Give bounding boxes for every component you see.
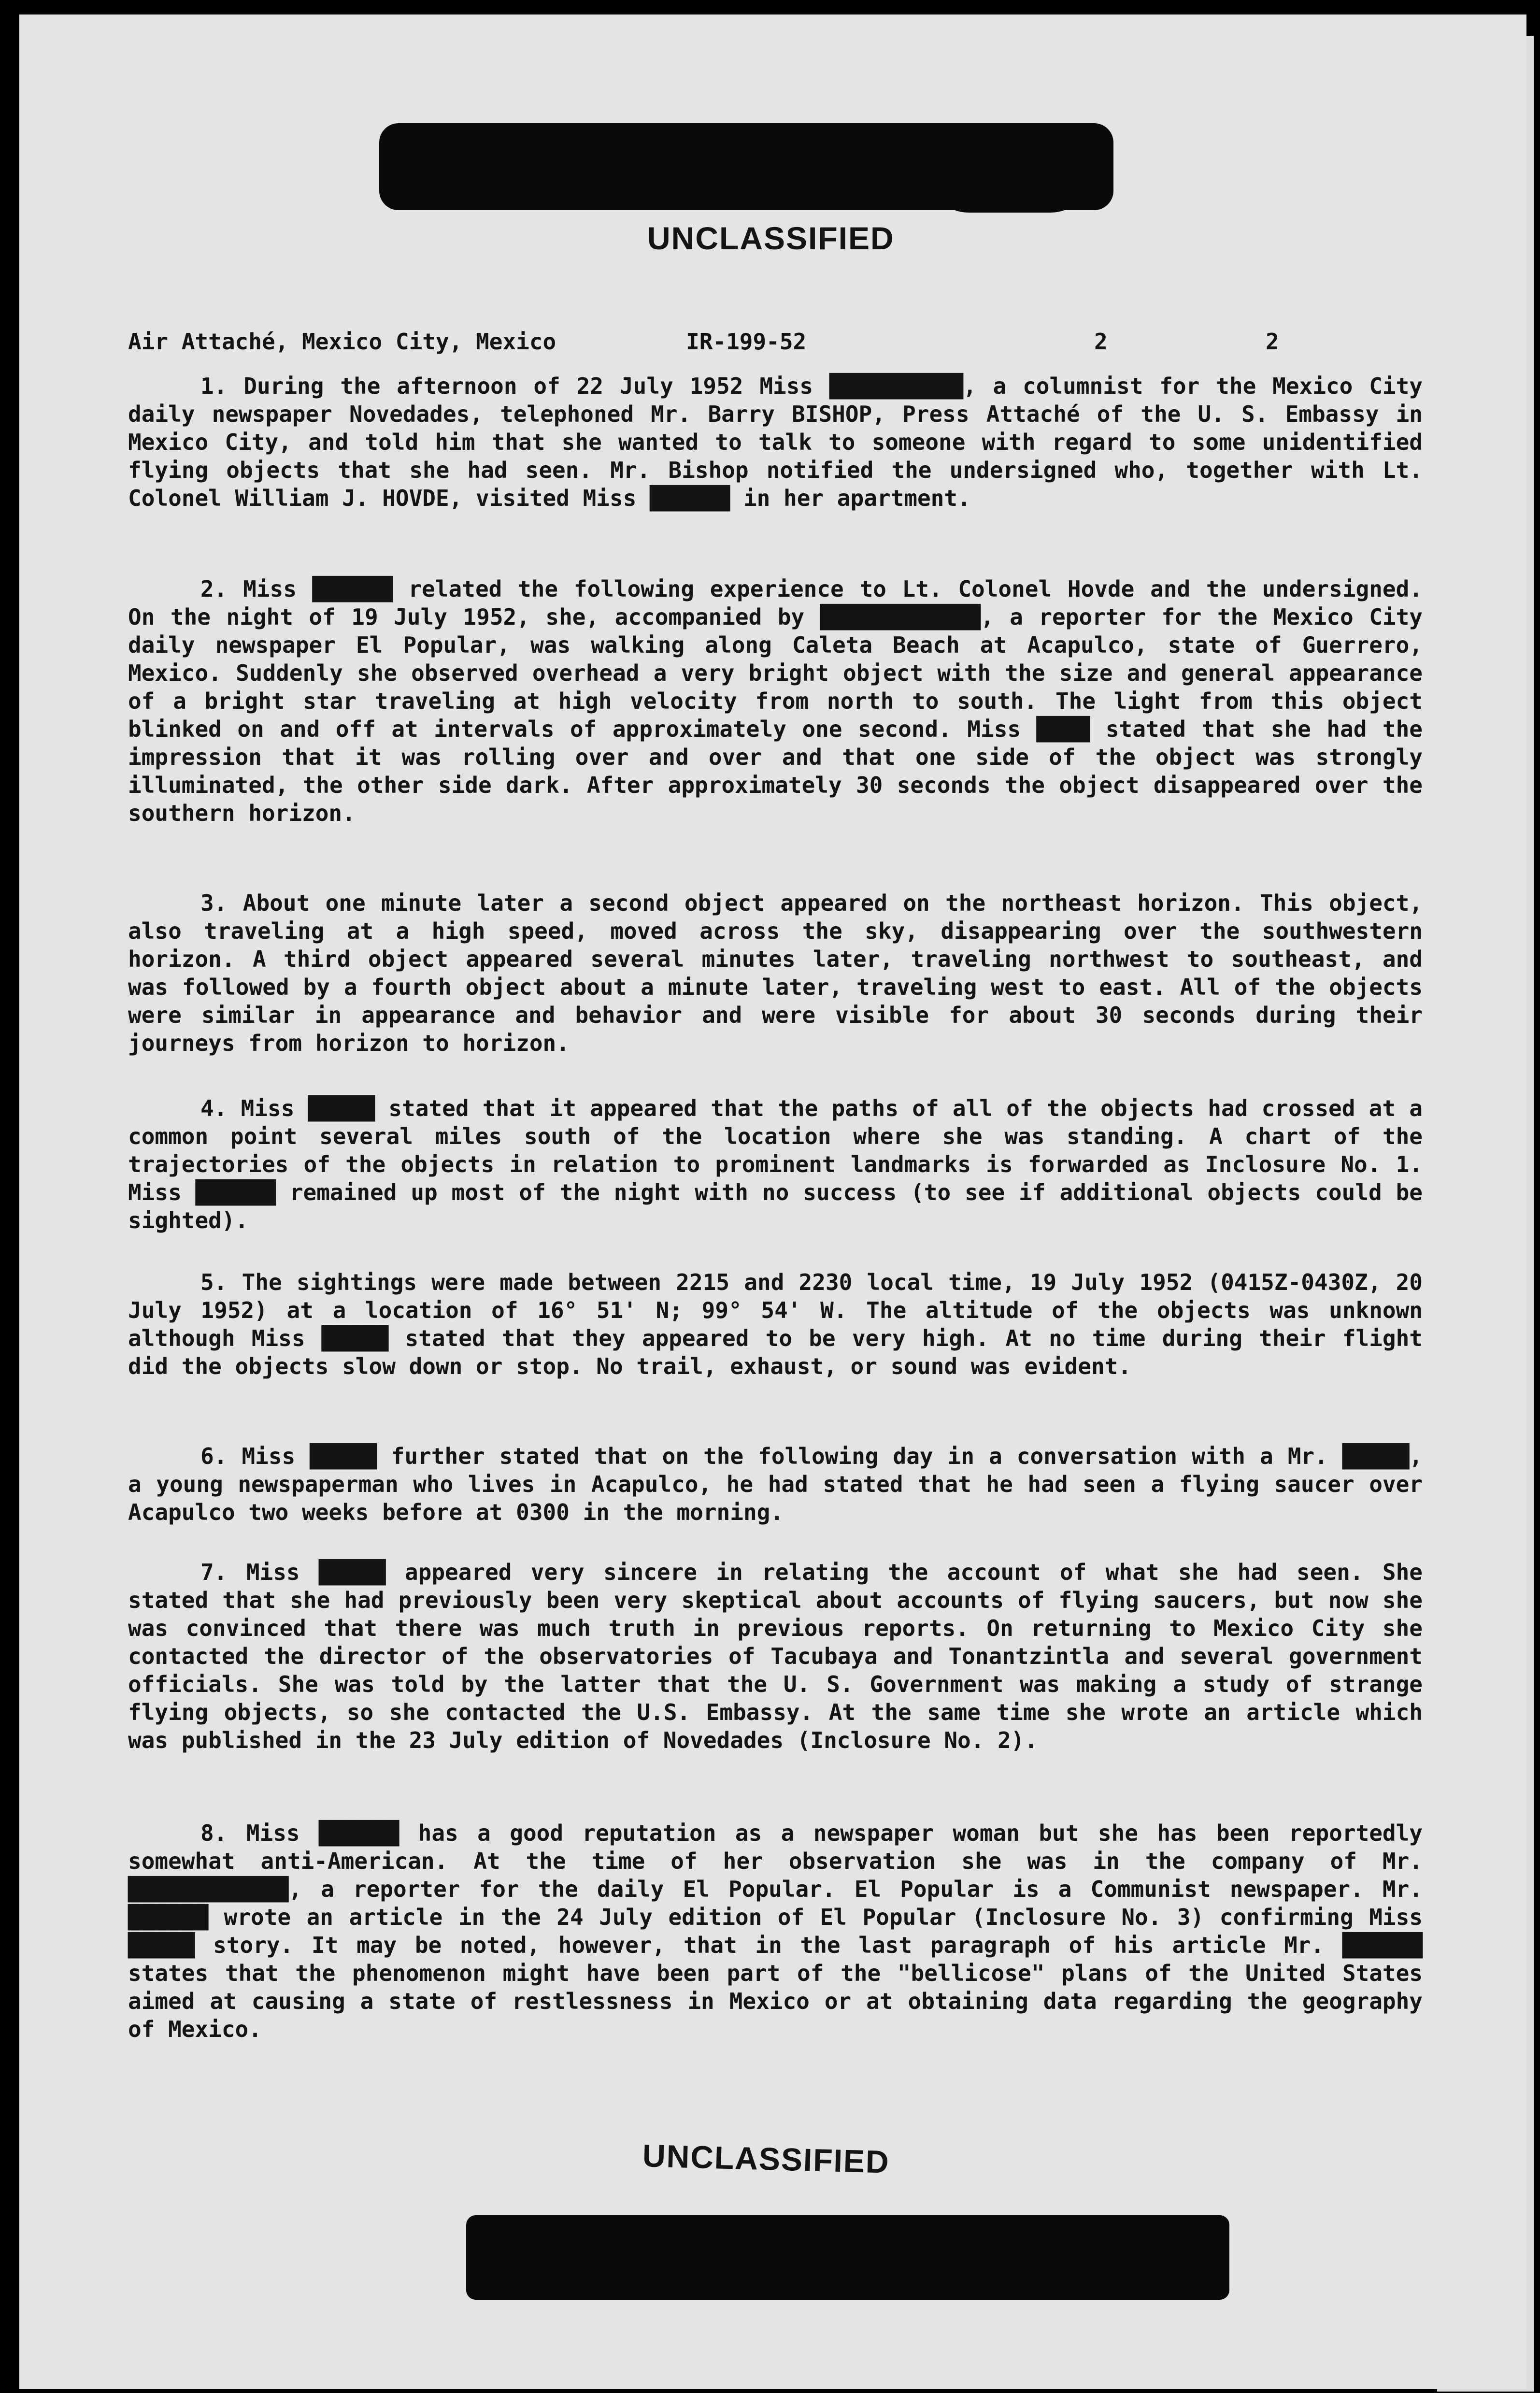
paragraph-text: The sightings were made between 2215 and 2230 local time, 19 July 1952 (0415Z-0430Z, 20 July 1952) at a location of 16° 51' N; 99° 54' W. The altitude of the objects was unknown although Miss █████ stated that they appeared to be very high. At no time during their flight did the objects slow down or stop. No trail, exhaust, or sound was evident. [128, 1269, 1423, 1379]
paragraph-7 [128, 1558, 1423, 1754]
paragraph-number: 5. [200, 1269, 228, 1295]
paragraph-number: 7. [200, 1559, 228, 1585]
paragraph-number: 2. [200, 576, 228, 602]
paragraph-text: Miss ██████ related the following experience to Lt. Colonel Hovde and the undersigned. On the night of 19 July 1952, she, accompanied by ████████████, a reporter for the Mexico City daily newspaper El Popular, was walking along Caleta Beach at Acapulco, state of Guerrero, Mexico. Suddenly she observed overhead a very bright object with the size and general appearance of a bright star traveling at high velocity from north to south. The light from this object blinked on and off at intervals of approximately one second. Miss ████ stated that she had the impression that it was rolling over and over and that one side of the object was strongly illuminated, the other side dark. After approximately 30 seconds the object disappeared over the southern horizon. [128, 576, 1423, 826]
paragraph-1 [128, 372, 1423, 512]
paragraph-text: About one minute later a second object appeared on the northeast horizon. This object, also traveling at a high speed, moved across the sky, disappearing over the southwestern horizon. A third object appeared several minutes later, traveling northwest to southeast, and was followed by a fourth object about a minute later, traveling west to east. All of the objects were similar in appearance and behavior and were visible for about 30 seconds during their journeys from horizon to horizon. [128, 890, 1423, 1056]
paragraph-number: 8. [200, 1820, 228, 1846]
page-number-a: 2 [1094, 329, 1108, 355]
document-page [19, 14, 1526, 2389]
paragraph-5 [128, 1268, 1423, 1380]
paragraph-number: 1. [200, 373, 228, 399]
paragraph-number: 6. [200, 1443, 228, 1469]
report-number: IR-199-52 [686, 329, 807, 355]
classification-bottom: UNCLASSIFIED [642, 2137, 890, 2180]
paragraph-text: Miss █████ appeared very sincere in relating the account of what she had seen. She stated that she had previously been very skeptical about accounts of flying saucers, but now she was convinced that there was much truth in previous reports. On returning to Mexico City she contacted the director of the observatories of Tacubaya and Tonantzintla and several government officials. She was told by the latter that the U. S. Government was making a study of strange flying objects, so she contacted the U.S. Embassy. At the same time she wrote an article which was published in the 23 July edition of Novedades (Inclosure No. 2). [128, 1559, 1423, 1753]
paragraph-2 [128, 575, 1423, 827]
paragraph-number: 4. [200, 1095, 228, 1121]
paragraph-number: 3. [200, 890, 228, 916]
paragraph-3 [128, 889, 1423, 1057]
paragraph-text: During the afternoon of 22 July 1952 Miss ██████████, a columnist for the Mexico City daily newspaper Novedades, telephoned Mr. Barry BISHOP, Press Attaché of the U. S. Embassy in Mexico City, and told him that she wanted to talk to someone with regard to some unidentified flying objects that she had seen. Mr. Bishop notified the undersigned who, together with Lt. Colonel William J. HOVDE, visited Miss ██████ in her apartment. [128, 373, 1423, 511]
paragraph-text: Miss ██████ has a good reputation as a newspaper woman but she has been reportedly somewhat anti-American. At the time of her observation she was in the company of Mr. ████████████, a reporter for the daily El Popular. El Popular is a Communist newspaper. Mr. ██████ wrote an article in the 24 July edition of El Popular (Inclosure No. 3) confirming Miss █████ story. It may be noted, however, that in the last paragraph of his article Mr. ██████ states that the phenomenon might have been part of the "bellicose" plans of the United States aimed at causing a state of restlessness in Mexico or at obtaining data regarding the geography of Mexico. [128, 1820, 1423, 2042]
report-header [128, 329, 1432, 362]
paragraph-text: Miss █████ further stated that on the following day in a conversation with a Mr. █████, a young newspaperman who lives in Acapulco, he had stated that he had seen a flying saucer over Acapulco two weeks before at 0300 in the morning. [128, 1443, 1423, 1525]
bottom-redaction [466, 2215, 1229, 2300]
paragraph-6 [128, 1442, 1423, 1526]
page-number-b: 2 [1266, 329, 1279, 355]
classification-top: UNCLASSIFIED [647, 220, 895, 256]
paragraph-4 [128, 1094, 1423, 1234]
originator: Air Attaché, Mexico City, Mexico [128, 329, 556, 355]
paragraph-text: Miss █████ stated that it appeared that the paths of all of the objects had crossed at a common point several miles south of the location where she was standing. A chart of the trajectories of the objects in relation to prominent landmarks is forwarded as Inclosure No. 1. Miss ██████ remained up most of the night with no success (to see if additional objects could be sighted). [128, 1095, 1423, 1233]
paragraph-8 [128, 1819, 1423, 2043]
